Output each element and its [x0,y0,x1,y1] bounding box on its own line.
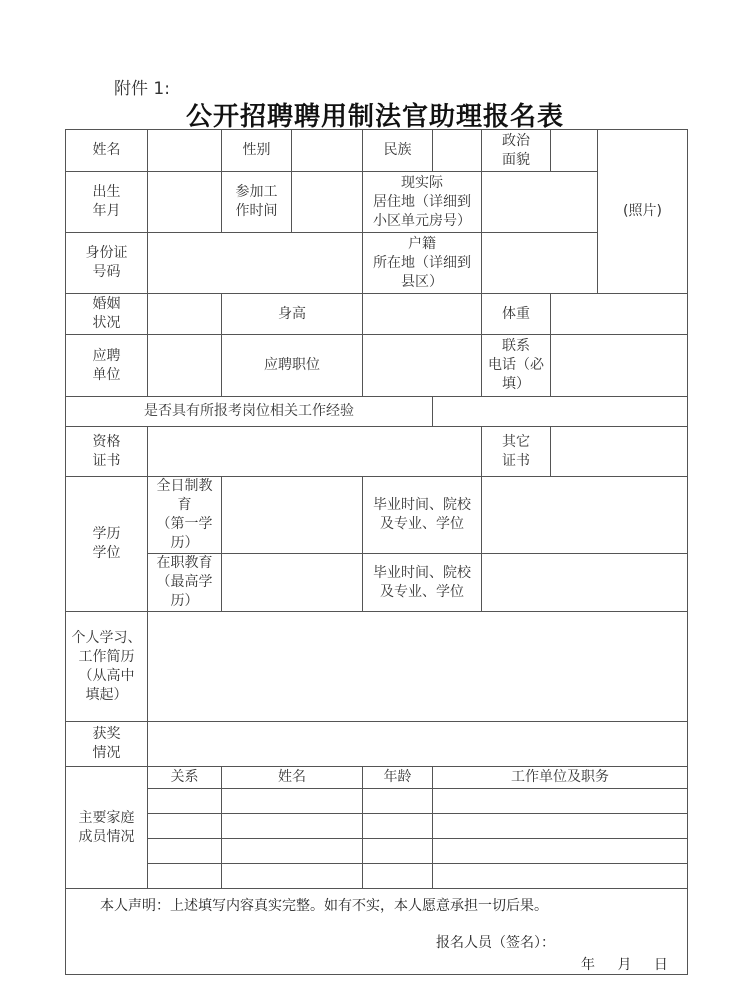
idcard-label: 身份证 号码 [66,233,148,294]
name-label: 姓名 [66,130,148,172]
family-work-cell[interactable] [433,839,688,864]
residence-field[interactable] [482,172,598,233]
photo-box[interactable]: (照片) [598,130,688,294]
family-work-header: 工作单位及职务 [433,767,688,789]
marital-label: 婚姻 状况 [66,294,148,335]
resume-label: 个人学习、 工作简历 （从高中 填起） [66,612,148,722]
ethnicity-field[interactable] [433,130,482,172]
weight-label: 体重 [482,294,551,335]
idcard-field[interactable] [148,233,363,294]
declaration-text: 本人声明：上述填写内容真实完整。如有不实，本人愿意承担一切后果。 [100,898,548,914]
parttime-grad-label: 毕业时间、院校 及专业、学位 [363,554,482,612]
awards-label: 获奖 情况 [66,722,148,767]
othercert-field[interactable] [551,427,688,477]
fulltime-field[interactable] [222,477,363,554]
signature-label[interactable]: 报名人员（签名）： [436,935,555,951]
othercert-label: 其它 证书 [482,427,551,477]
family-age-cell[interactable] [363,814,433,839]
family-relation-header: 关系 [148,767,222,789]
birth-field[interactable] [148,172,222,233]
fulltime-label: 全日制教育 （第一学历） [148,477,222,554]
family-relation-cell[interactable] [148,864,222,889]
registration-form [65,129,688,975]
phone-field[interactable] [551,335,688,397]
marital-field[interactable] [148,294,222,335]
unit-label: 应聘 单位 [66,335,148,397]
gender-field[interactable] [292,130,363,172]
workstart-label: 参加工 作时间 [222,172,292,233]
attachment-label: 附件 1: [114,79,170,99]
family-relation-cell[interactable] [148,814,222,839]
height-field[interactable] [363,294,482,335]
resume-field[interactable] [148,612,688,722]
name-field[interactable] [148,130,222,172]
hukou-field[interactable] [482,233,598,294]
fulltime-grad-field[interactable] [482,477,688,554]
family-relation-cell[interactable] [148,789,222,814]
family-work-cell[interactable] [433,814,688,839]
declaration-section [66,889,688,975]
political-label: 政治 面貌 [482,130,551,172]
family-label: 主要家庭 成员情况 [66,767,148,889]
family-name-cell[interactable] [222,789,363,814]
hukou-label: 户籍 所在地（详细到 县区） [363,233,482,294]
family-work-cell[interactable] [433,864,688,889]
parttime-label: 在职教育 （最高学历） [148,554,222,612]
family-name-cell[interactable] [222,864,363,889]
experience-label: 是否具有所报考岗位相关工作经验 [66,397,433,427]
form-title: 公开招聘聘用制法官助理报名表 [185,102,564,132]
family-name-cell[interactable] [222,814,363,839]
parttime-grad-field[interactable] [482,554,688,612]
phone-label: 联系 电话（必 填） [482,335,551,397]
birth-label: 出生 年月 [66,172,148,233]
unit-field[interactable] [148,335,222,397]
family-name-cell[interactable] [222,839,363,864]
family-work-cell[interactable] [433,789,688,814]
height-label: 身高 [222,294,363,335]
position-label: 应聘职位 [222,335,363,397]
gender-label: 性别 [222,130,292,172]
ethnicity-label: 民族 [363,130,433,172]
qualification-label: 资格 证书 [66,427,148,477]
workstart-field[interactable] [292,172,363,233]
education-label: 学历 学位 [66,477,148,612]
political-field[interactable] [551,130,598,172]
parttime-field[interactable] [222,554,363,612]
family-age-cell[interactable] [363,864,433,889]
qualification-field[interactable] [148,427,482,477]
experience-field[interactable] [433,397,688,427]
family-name-header: 姓名 [222,767,363,789]
awards-field[interactable] [148,722,688,767]
family-age-cell[interactable] [363,789,433,814]
family-age-header: 年龄 [363,767,433,789]
family-age-cell[interactable] [363,839,433,864]
residence-label: 现实际 居住地（详细到 小区单元房号） [363,172,482,233]
position-field[interactable] [363,335,482,397]
date-label[interactable]: 年 月 日 [581,957,668,973]
weight-field[interactable] [551,294,688,335]
fulltime-grad-label: 毕业时间、院校 及专业、学位 [363,477,482,554]
family-relation-cell[interactable] [148,839,222,864]
